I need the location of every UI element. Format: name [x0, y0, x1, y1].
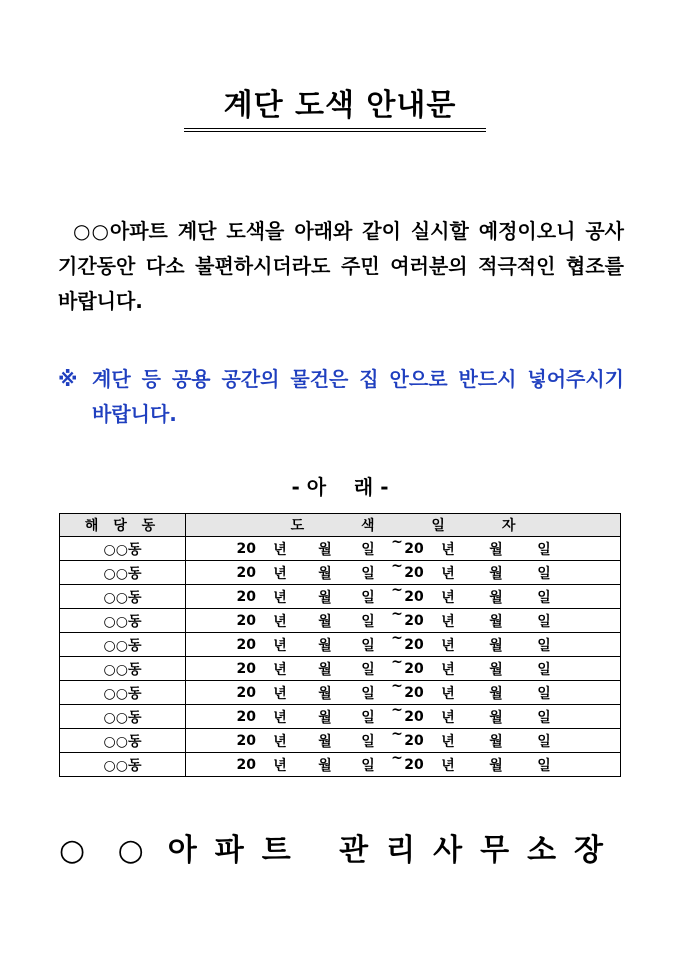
cell-dong: ○○동: [60, 705, 186, 729]
start-day-unit: 일: [361, 613, 375, 630]
start-year: 20: [236, 540, 256, 557]
end-month-unit: 월: [489, 709, 503, 726]
end-day-unit: 일: [537, 733, 551, 750]
end-year-unit: 년: [441, 589, 455, 606]
range-separator: ~: [391, 557, 403, 574]
end-month-unit: 월: [489, 685, 503, 702]
start-month-unit: 월: [318, 565, 332, 582]
table-row: [60, 609, 621, 633]
end-month-unit: 월: [489, 589, 503, 606]
start-day-unit: 일: [361, 709, 375, 726]
start-day-unit: 일: [361, 589, 375, 606]
start-month-unit: 월: [318, 733, 332, 750]
table-row: [60, 729, 621, 753]
start-year: 20: [236, 588, 256, 605]
start-year-unit: 년: [273, 733, 287, 750]
start-year-unit: 년: [273, 709, 287, 726]
start-month-unit: 월: [318, 613, 332, 630]
start-month-unit: 월: [318, 541, 332, 558]
start-year-unit: 년: [273, 637, 287, 654]
end-day-unit: 일: [537, 757, 551, 774]
end-day-unit: 일: [537, 541, 551, 558]
start-day-unit: 일: [361, 661, 375, 678]
start-year: 20: [236, 756, 256, 773]
table-row: [60, 681, 621, 705]
end-month-unit: 월: [489, 613, 503, 630]
end-day-unit: 일: [537, 589, 551, 606]
start-month-unit: 월: [318, 637, 332, 654]
table-row: [60, 561, 621, 585]
start-year-unit: 년: [273, 613, 287, 630]
end-month-unit: 월: [489, 757, 503, 774]
start-year: 20: [236, 684, 256, 701]
intro-text: ○○아파트 계단 도색을 아래와 같이 실시할 예정이오니 공사기간동안 다소 불편하시더라도 주민 여러분의 적극적인 협조를 바랍니다.: [58, 219, 624, 313]
end-day-unit: 일: [537, 685, 551, 702]
start-month-unit: 월: [318, 589, 332, 606]
start-day-unit: 일: [361, 757, 375, 774]
range-separator: ~: [391, 725, 403, 742]
start-year: 20: [236, 636, 256, 653]
start-month-unit: 월: [318, 685, 332, 702]
end-month-unit: 월: [489, 637, 503, 654]
cell-dong: ○○동: [60, 561, 186, 585]
page-title: 계단 도색 안내문: [223, 88, 457, 123]
cell-dong: ○○동: [60, 633, 186, 657]
end-year: 20: [404, 660, 424, 677]
end-day-unit: 일: [537, 709, 551, 726]
start-year-unit: 년: [273, 685, 287, 702]
start-year: 20: [236, 564, 256, 581]
title-underline-double: [184, 131, 486, 132]
end-month-unit: 월: [489, 733, 503, 750]
table-row: [60, 753, 621, 777]
range-separator: ~: [391, 749, 403, 766]
schedule-body: [60, 533, 621, 777]
end-year-unit: 년: [441, 757, 455, 774]
end-day-unit: 일: [537, 565, 551, 582]
table-row: [60, 657, 621, 681]
end-month-unit: 월: [489, 565, 503, 582]
start-year: 20: [236, 708, 256, 725]
cell-dong: ○○동: [60, 585, 186, 609]
start-day-unit: 일: [361, 637, 375, 654]
start-year-unit: 년: [273, 589, 287, 606]
start-year-unit: 년: [273, 757, 287, 774]
table-row: [60, 537, 621, 561]
header-period: 도 색 일 자: [186, 514, 621, 537]
intro-paragraph: [58, 214, 624, 319]
end-year: 20: [404, 708, 424, 725]
cell-period: [186, 749, 621, 777]
start-month-unit: 월: [318, 709, 332, 726]
range-separator: ~: [391, 701, 403, 718]
start-year-unit: 년: [273, 565, 287, 582]
reference-mark-icon: ※: [58, 367, 78, 391]
notice-text: 계단 등 공용 공간의 물건은 집 안으로 반드시 넣어주시기 바랍니다.: [92, 367, 624, 426]
range-separator: ~: [391, 653, 403, 670]
end-year-unit: 년: [441, 613, 455, 630]
end-month-unit: 월: [489, 541, 503, 558]
table-header-row: [60, 514, 621, 537]
table-row: [60, 633, 621, 657]
period-text: [186, 749, 620, 776]
end-year: 20: [404, 732, 424, 749]
end-year-unit: 년: [441, 685, 455, 702]
start-day-unit: 일: [361, 685, 375, 702]
start-month-unit: 월: [318, 757, 332, 774]
start-day-unit: 일: [361, 565, 375, 582]
table-row: [60, 705, 621, 729]
end-year: 20: [404, 564, 424, 581]
end-year-unit: 년: [441, 661, 455, 678]
schedule-table: [59, 513, 621, 777]
cell-dong: ○○동: [60, 657, 186, 681]
start-year: 20: [236, 660, 256, 677]
start-year-unit: 년: [273, 661, 287, 678]
range-separator: ~: [391, 605, 403, 622]
footer-signature: [0, 829, 680, 873]
end-year: 20: [404, 588, 424, 605]
range-separator: ~: [391, 533, 403, 550]
end-year: 20: [404, 756, 424, 773]
end-year-unit: 년: [441, 709, 455, 726]
end-year-unit: 년: [441, 541, 455, 558]
end-year-unit: 년: [441, 565, 455, 582]
notice-paragraph: [58, 362, 624, 432]
end-year-unit: 년: [441, 637, 455, 654]
end-day-unit: 일: [537, 613, 551, 630]
end-year: 20: [404, 540, 424, 557]
table-row: [60, 585, 621, 609]
below-label: - 아 래 -: [291, 475, 389, 499]
cell-dong: ○○동: [60, 537, 186, 561]
cell-dong: ○○동: [60, 753, 186, 777]
range-separator: ~: [391, 677, 403, 694]
start-year: 20: [236, 612, 256, 629]
end-year-unit: 년: [441, 733, 455, 750]
start-day-unit: 일: [361, 733, 375, 750]
end-year: 20: [404, 684, 424, 701]
end-month-unit: 월: [489, 661, 503, 678]
start-day-unit: 일: [361, 541, 375, 558]
range-separator: ~: [391, 629, 403, 646]
range-separator: ~: [391, 581, 403, 598]
cell-dong: ○○동: [60, 609, 186, 633]
title-underline: [184, 128, 486, 129]
cell-dong: ○○동: [60, 729, 186, 753]
end-day-unit: 일: [537, 661, 551, 678]
end-day-unit: 일: [537, 637, 551, 654]
header-dong: 해 당 동: [60, 514, 186, 537]
end-year: 20: [404, 636, 424, 653]
end-year: 20: [404, 612, 424, 629]
footer-circles: ○ ○: [58, 833, 154, 868]
start-year: 20: [236, 732, 256, 749]
start-month-unit: 월: [318, 661, 332, 678]
footer-office-name: 아파트 관리사무소장: [167, 833, 622, 868]
start-year-unit: 년: [273, 541, 287, 558]
cell-dong: ○○동: [60, 681, 186, 705]
